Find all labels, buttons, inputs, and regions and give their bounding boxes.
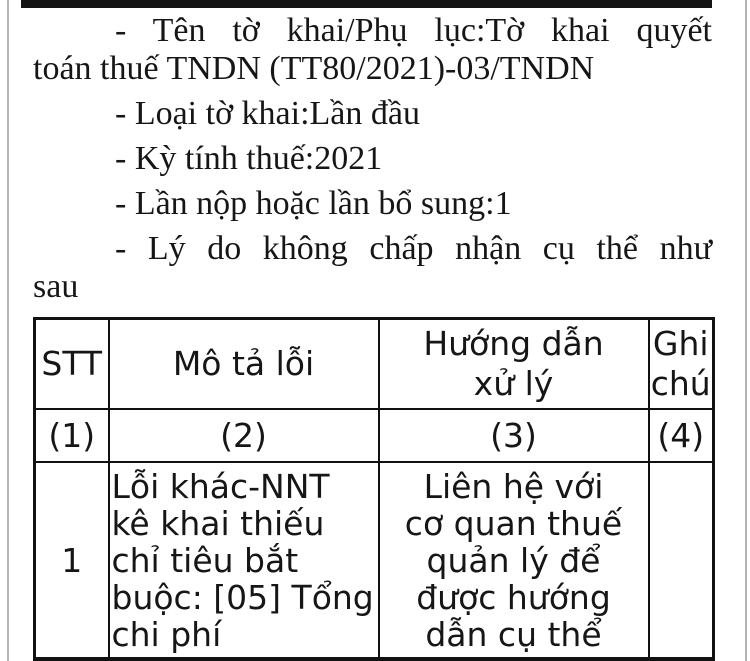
top-horizontal-rule [21,0,712,8]
column-index-row [35,409,714,462]
header-cell-stt: STT [35,319,109,410]
index-cell-3: (3) [379,409,649,462]
page-left-frame-line [7,0,9,661]
error-row [35,462,714,659]
index-cell-1: (1) [35,409,109,462]
error-row-description: Lỗi khác-NNT kê khai thiếu chỉ tiêu bắt buộc: [05] Tổng chi phí [109,462,379,659]
paragraph-rejection-reason [33,230,712,306]
page-right-frame-line [745,0,747,661]
error-row-guidance: Liên hệ với cơ quan thuế quản lý để được hướng dẫn cụ thể [379,462,649,659]
error-table-header-row [35,319,714,410]
error-row-stt: 1 [35,462,109,659]
paragraph-submission-number: - Lần nộp hoặc lần bổ sung:1 [115,185,512,222]
error-row-note [649,462,714,659]
header-cell-description: Mô tả lỗi [109,319,379,410]
index-cell-2: (2) [109,409,379,462]
paragraph-declaration-name [33,12,712,88]
error-table [33,317,715,661]
paragraph-declaration-type: - Loại tờ khai:Lần đầu [115,95,420,132]
header-cell-guidance: Hướng dẫn xử lý [379,319,649,410]
paragraph-line: - Lý do không chấp nhận cụ thể như [115,230,712,267]
notice-body [33,12,712,661]
paragraph-line: sau [33,268,79,305]
paragraph-line: - Tên tờ khai/Phụ lục:Tờ khai quyết [115,12,712,49]
index-cell-4: (4) [649,409,714,462]
header-cell-note: Ghi chú [649,319,714,410]
paragraph-line: toán thuế TNDN (TT80/2021)-03/TNDN [33,50,595,87]
paragraph-tax-period: - Kỳ tính thuế:2021 [115,140,383,177]
